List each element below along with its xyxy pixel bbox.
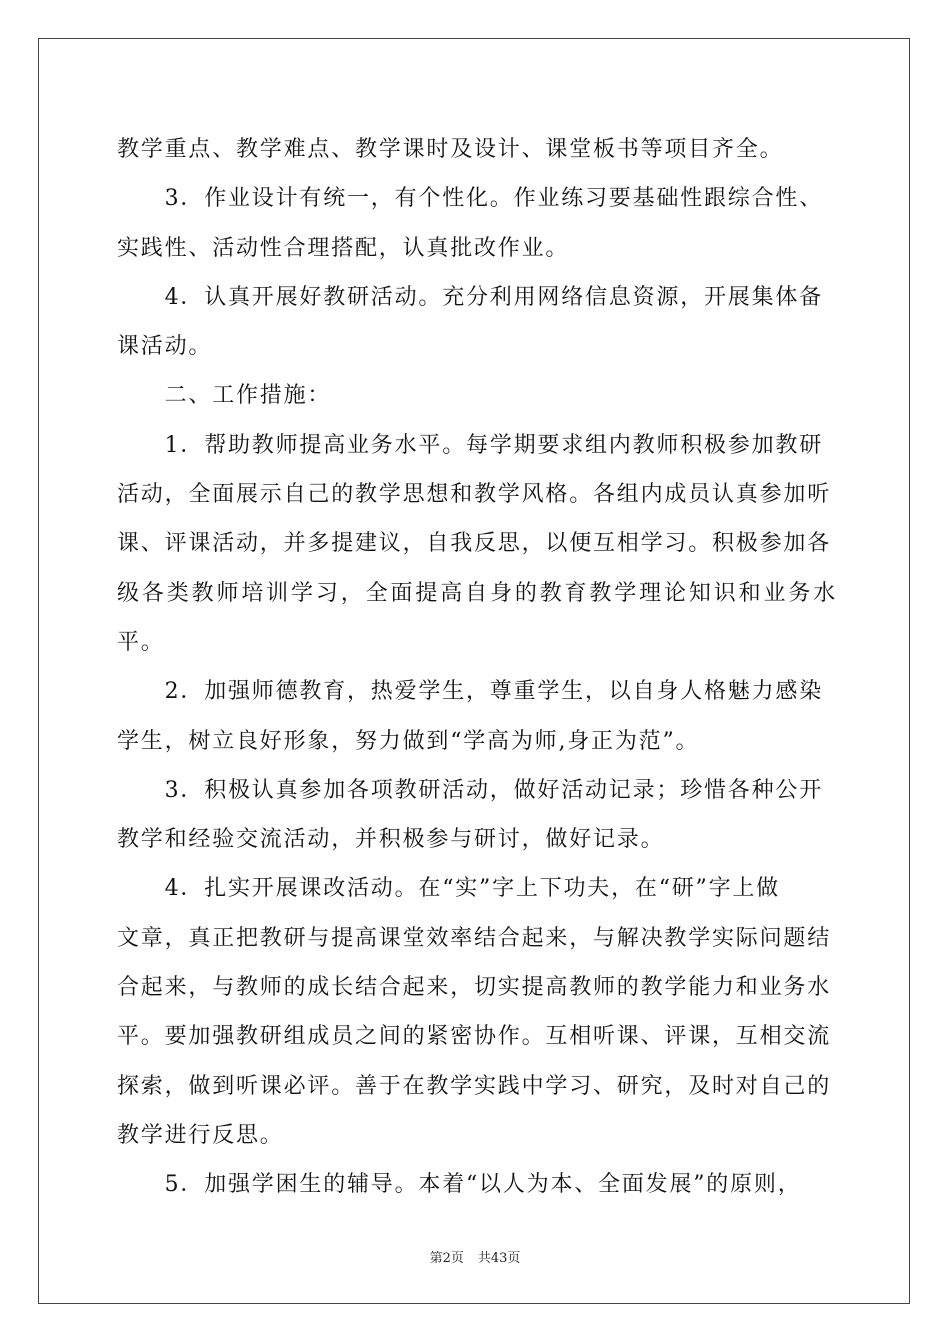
text-line: 教学和经验交流活动，并积极参与研讨，做好记录。	[117, 827, 665, 853]
text-line: 课、评课活动，并多提建议，自我反思，以便互相学习。积极参加各	[117, 531, 832, 557]
text-line: 3．作业设计有统一，有个性化。作业练习要基础性跟综合性、	[117, 186, 823, 212]
text-line: 级各类教师培训学习，全面提高自身的教育教学理论知识和业务水平。	[117, 580, 837, 655]
current-page-number: 第2页	[429, 1251, 464, 1266]
section-heading: 二、工作措施：	[117, 383, 332, 409]
page-footer	[0, 1247, 950, 1266]
text-line: 5．加强学困生的辅导。本着“以人为本、全面发展”的原则，	[117, 1172, 802, 1198]
text-line: 4．扎实开展课改活动。在“实”字上下功夫，在“研”字上做	[117, 876, 780, 902]
text-line: 4．认真开展好教研活动。充分利用网络信息资源，开展集体备	[117, 284, 823, 310]
total-page-count: 共43页	[477, 1251, 521, 1266]
document-body	[117, 125, 837, 1210]
text-line: 文章，真正把教研与提高课堂效率结合起来，与解决教学实际问题结	[117, 925, 832, 951]
text-line: 合起来，与教师的成长结合起来，切实提高教师的教学能力和业务水	[117, 975, 832, 1001]
text-line: 活动，全面展示自己的教学思想和教学风格。各组内成员认真参加听	[117, 482, 832, 508]
text-line: 2．加强师德教育，热爱学生，尊重学生，以自身人格魅力感染	[117, 679, 823, 705]
text-line: 课活动。	[117, 334, 213, 360]
text-line: 探索，做到听课必评。善于在教学实践中学习、研究，及时对自己的	[117, 1073, 832, 1099]
text-line: 学生，树立良好形象，努力做到“学高为师,身正为范”。	[117, 728, 700, 754]
text-line: 教学重点、教学难点、教学课时及设计、课堂板书等项目齐全。	[117, 137, 784, 162]
text-line: 实践性、活动性合理搭配，认真批改作业。	[117, 235, 570, 261]
text-line: 平。要加强教研组成员之间的紧密协作。互相听课、评课，互相交流	[117, 1024, 832, 1050]
text-line: 3．积极认真参加各项教研活动，做好活动记录；珍惜各种公开	[117, 777, 823, 803]
text-line: 教学进行反思。	[117, 1122, 284, 1148]
text-line: 1．帮助教师提高业务水平。每学期要求组内教师积极参加教研	[117, 432, 823, 458]
